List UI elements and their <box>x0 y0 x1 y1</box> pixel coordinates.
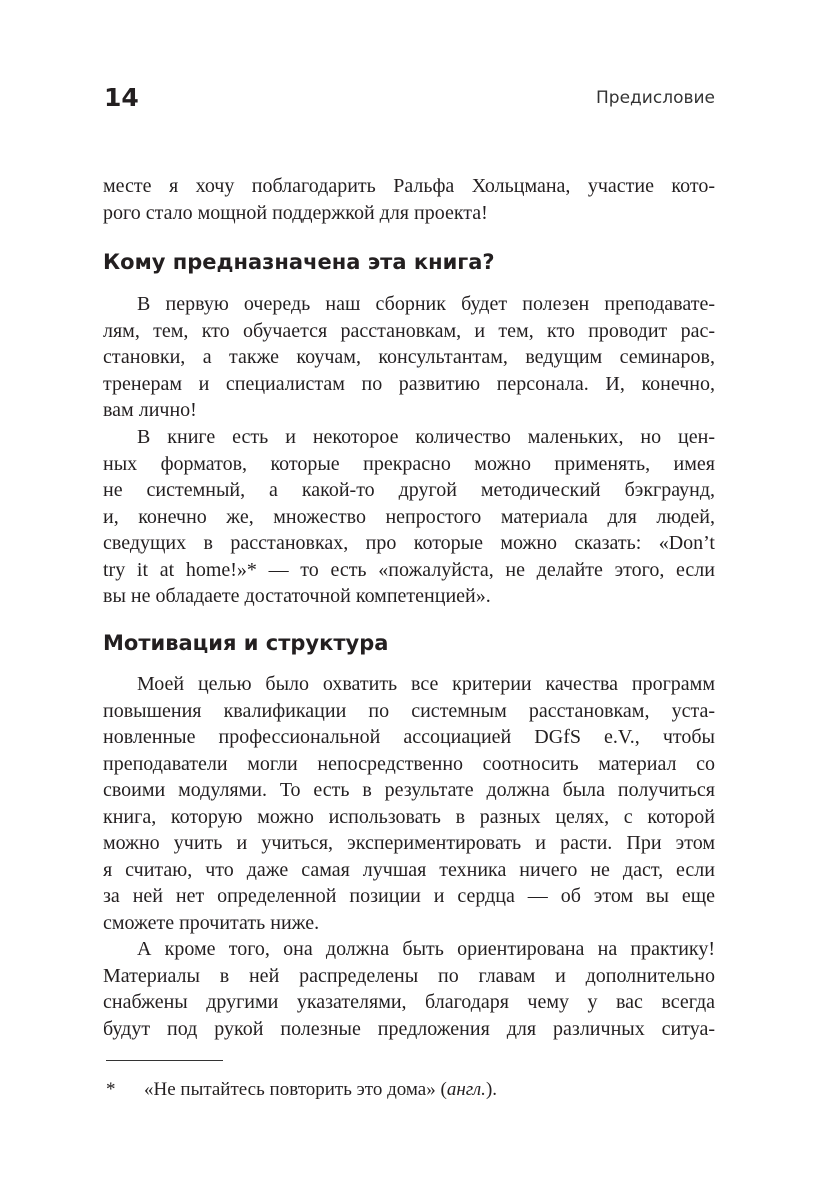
text-line: сможете прочитать ниже. <box>103 911 320 934</box>
footnote-text: «Не пытайтесь повторить это дома» ( <box>144 1079 447 1100</box>
text-line: В книге есть и некоторое количество маленьких, но цен- <box>137 426 715 448</box>
text-line: повышения квалификации по системным расстановкам, уста- <box>103 699 715 722</box>
running-head: Предисловие <box>596 88 715 108</box>
text-line: try it at home!»* — то есть «пожалуйста, не делайте этого, если <box>103 558 715 581</box>
text-line: месте я хочу поблагодарить Ральфа Хольцмана, участие кото- <box>103 175 715 197</box>
footnote-mark: * <box>106 1079 116 1100</box>
audience-paragraph-1 <box>103 291 715 424</box>
text-line: новленные профессиональной ассоциацией DGfS e.V., чтобы <box>103 726 715 748</box>
section-heading-motivation: Мотивация и структура <box>103 631 389 655</box>
motivation-paragraph-1 <box>103 671 715 936</box>
text-line: я считаю, что даже самая лучшая техника ничего не даст, если <box>103 858 715 881</box>
text-line: преподаватели могли непосредственно соотносить материал со <box>103 752 715 775</box>
text-line: А кроме того, она должна быть ориентирована на практику! <box>137 938 715 960</box>
text-line: Материалы в ней распределены по главам и дополнительно <box>103 964 715 987</box>
text-line: ных форматов, которые прекрасно можно применять, имея <box>103 452 715 475</box>
text-line: рого стало мощной поддержкой для проекта! <box>103 201 488 224</box>
text-line: будут под рукой полезные предложения для различных ситуа- <box>103 1017 715 1040</box>
text-line: лям, тем, кто обучается расстановкам, и тем, кто проводит рас- <box>103 319 715 342</box>
text-line: Моей целью было охватить все критерии качества программ <box>137 673 715 695</box>
text-line: за ней нет определенной позиции и сердца — об этом вы еще <box>103 885 715 907</box>
footnote-divider <box>106 1060 223 1061</box>
text-line: своими модулями. То есть в результате должна была получиться <box>103 779 715 801</box>
text-line: тренерам и специалистам по развитию персонала. И, конечно, <box>103 372 715 395</box>
section-heading-audience: Кому предназначена эта книга? <box>103 250 495 274</box>
text-line: сведущих в расстановках, про которые можно сказать: «Don’t <box>103 532 715 554</box>
footnote <box>106 1078 497 1102</box>
text-line: можно учить и учиться, экспериментировать и расти. При этом <box>103 832 715 854</box>
footnote-end: ). <box>485 1079 498 1100</box>
text-line: книга, которую можно использовать в разных целях, с которой <box>103 805 715 828</box>
text-line: вы не обладаете достаточной компетенцией». <box>103 585 491 607</box>
intro-paragraph <box>103 173 715 226</box>
footnote-italic: англ. <box>446 1079 486 1100</box>
text-line: и, конечно же, множество непростого материала для людей, <box>103 505 715 528</box>
page-number: 14 <box>104 83 139 112</box>
text-line: снабжены другими указателями, благодаря чему у вас всегда <box>103 991 715 1013</box>
text-line: вам лично! <box>103 399 197 421</box>
audience-paragraph-2 <box>103 424 715 610</box>
motivation-paragraph-2 <box>103 936 715 1042</box>
text-line: В первую очередь наш сборник будет полезен преподавате- <box>137 293 715 315</box>
text-line: не системный, а какой-то другой методический бэкграунд, <box>103 479 715 501</box>
text-line: становки, а также коучам, консультантам, ведущим семинаров, <box>103 346 715 368</box>
